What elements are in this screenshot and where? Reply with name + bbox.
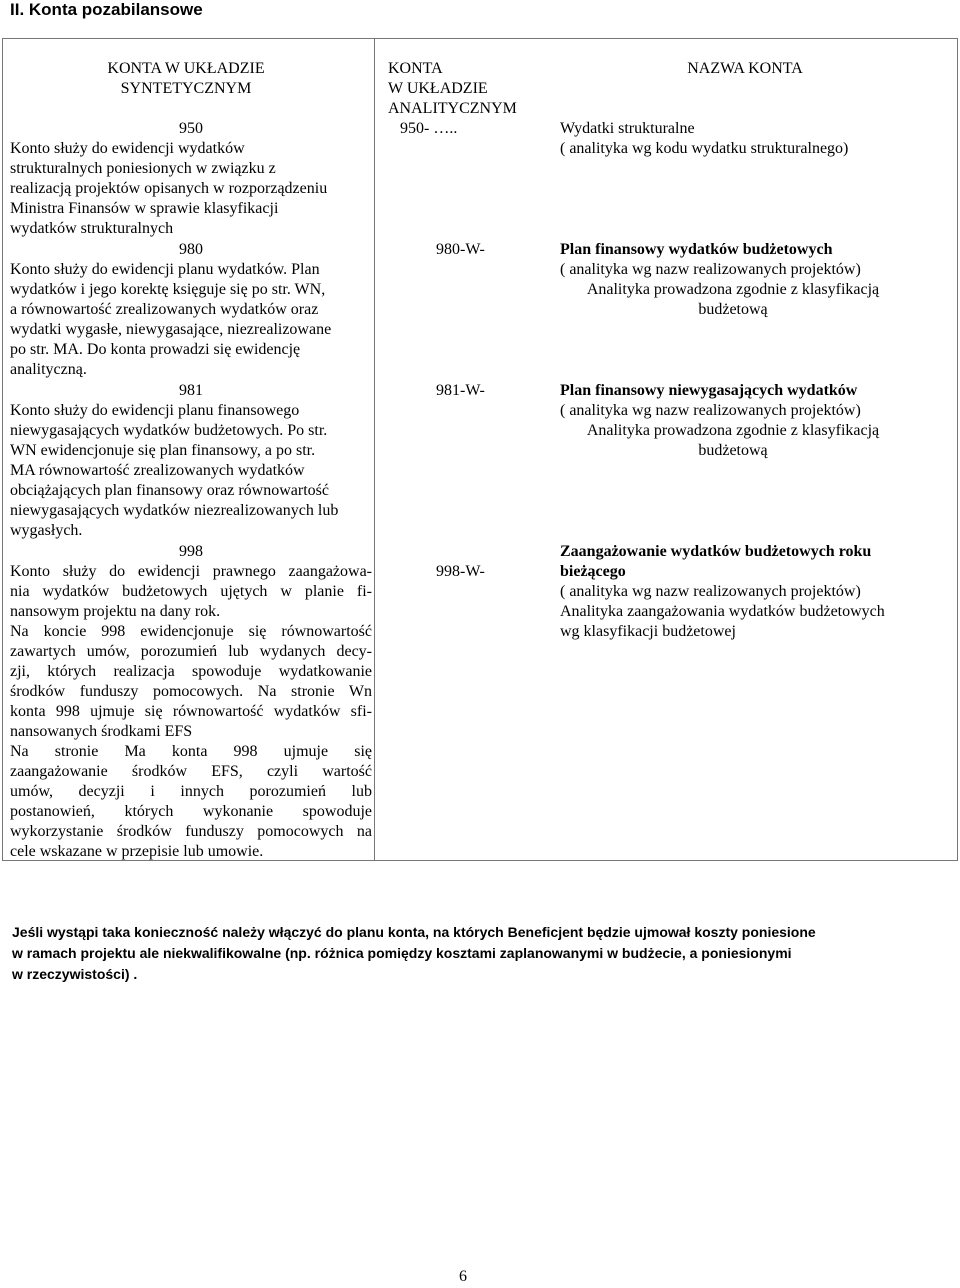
desc-line: realizacją projektów opisanych w rozporządzeniu bbox=[10, 180, 328, 197]
desc-line: konta 998 ujmuje się równowartość wydatków sfi- bbox=[10, 703, 372, 720]
desc-line: WN ewidencjonuje się plan finansowy, a po str. bbox=[10, 442, 316, 459]
footnote-line: Jeśli wystąpi taka konieczność należy włączyć do planu konta, na których Beneficjent będzie ujmował koszty poniesione bbox=[12, 924, 816, 940]
header-line: KONTA W UKŁADZIE bbox=[107, 60, 265, 77]
name-line: ( analityka wg nazw realizowanych projektów) bbox=[560, 402, 861, 419]
account-number: 998 bbox=[179, 543, 203, 560]
desc-line: Konto służy do ewidencji prawnego zaangażowa- bbox=[10, 563, 372, 580]
desc-line: wydatków i jego korektę księguje się po str. WN, bbox=[10, 281, 326, 298]
name-line: ( analityka wg nazw realizowanych projektów) bbox=[560, 583, 861, 600]
name-line: Plan finansowy niewygasających wydatków bbox=[560, 382, 858, 399]
desc-line: Na koncie 998 ewidencjonuje się równowartość bbox=[10, 623, 372, 640]
account-number: 981 bbox=[179, 382, 203, 399]
name-line: Plan finansowy wydatków budżetowych bbox=[560, 241, 833, 258]
name-line: bieżącego bbox=[560, 563, 626, 580]
footnote-line: w rzeczywistości) . bbox=[12, 966, 138, 982]
account-number: 950 bbox=[179, 120, 203, 137]
desc-line: a równowartość zrealizowanych wydatków oraz bbox=[10, 301, 319, 318]
row-980-analytic: 980-W- bbox=[436, 241, 485, 258]
desc-line: wydatki wygasłe, niewygasające, niezrealizowane bbox=[10, 321, 332, 338]
name-line: Analityka zaangażowania wydatków budżetowych bbox=[560, 603, 885, 620]
name-line: Analityka prowadzona zgodnie z klasyfikacją bbox=[586, 422, 880, 439]
row-981-analytic: 981-W- bbox=[436, 382, 485, 399]
header-line: W UKŁADZIE bbox=[388, 80, 488, 97]
desc-line: umów, decyzji i innych porozumień lub bbox=[10, 783, 372, 800]
desc-line: analityczną. bbox=[10, 361, 87, 378]
name-line: budżetową bbox=[698, 442, 768, 459]
row-950-analytic: 950- ….. bbox=[400, 120, 458, 137]
footnote bbox=[12, 922, 932, 985]
desc-line: Ministra Finansów w sprawie klasyfikacji bbox=[10, 200, 279, 217]
account-number: 980 bbox=[179, 241, 203, 258]
desc-line: nansowanych środkami EFS bbox=[10, 723, 193, 740]
desc-line: postanowień, których wykonanie spowoduje bbox=[10, 803, 372, 820]
row-980-synthetic bbox=[10, 240, 372, 380]
desc-line: Na stronie Ma konta 998 ujmuje się bbox=[10, 743, 372, 760]
desc-line: wydatków strukturalnych bbox=[10, 220, 174, 237]
desc-line: Konto służy do ewidencji planu finansowego bbox=[10, 402, 300, 419]
desc-line: nia wydatków budżetowych ujętych w planie fi- bbox=[10, 583, 372, 600]
name-line: Analityka prowadzona zgodnie z klasyfikacją bbox=[586, 281, 880, 298]
name-line: Wydatki strukturalne bbox=[560, 120, 695, 137]
desc-line: niewygasających wydatków niezrealizowanych lub bbox=[10, 502, 339, 519]
row-998-analytic: 998-W- bbox=[436, 563, 485, 580]
desc-line: po str. MA. Do konta prowadzi się ewidencję bbox=[10, 341, 301, 358]
header-analytic bbox=[388, 59, 548, 119]
header-line: KONTA bbox=[388, 60, 443, 77]
desc-line: Konto służy do ewidencji wydatków bbox=[10, 140, 245, 157]
row-950-synthetic bbox=[10, 119, 372, 239]
desc-line: obciążających plan finansowy oraz równowartość bbox=[10, 482, 329, 499]
header-line: NAZWA KONTA bbox=[687, 60, 803, 77]
header-line: ANALITYCZNYM bbox=[388, 100, 517, 117]
desc-line: niewygasających wydatków budżetowych. Po str. bbox=[10, 422, 328, 439]
header-account-name bbox=[560, 59, 930, 79]
header-synthetic bbox=[10, 59, 362, 99]
desc-line: wykorzystanie środków funduszy pomocowych na bbox=[10, 823, 372, 840]
name-line: ( analityka wg kodu wydatku strukturalnego) bbox=[560, 140, 849, 157]
desc-line: cele wskazane w przepisie lub umowie. bbox=[10, 843, 264, 860]
row-980-name bbox=[560, 240, 950, 320]
header-line: SYNTETYCZNYM bbox=[120, 80, 252, 97]
name-line: wg klasyfikacji budżetowej bbox=[560, 623, 736, 640]
footnote-line: w ramach projektu ale niekwalifikowalne (np. różnica pomiędzy kosztami zaplanowanymi w budżecie, a poniesionymi bbox=[12, 945, 792, 961]
row-998-name bbox=[560, 542, 950, 642]
row-950-name bbox=[560, 119, 950, 159]
section-title: II. Konta pozabilansowe bbox=[10, 0, 203, 19]
column-divider bbox=[374, 38, 375, 861]
name-line: Zaangażowanie wydatków budżetowych roku bbox=[560, 543, 872, 560]
page-number: 6 bbox=[459, 1268, 467, 1285]
desc-line: zawartych umów, porozumień lub wydanych decy- bbox=[10, 643, 372, 660]
row-981-name bbox=[560, 381, 950, 461]
desc-line: zji, których realizacja spowoduje wydatkowanie bbox=[10, 663, 372, 680]
desc-line: nansowym projektu na dany rok. bbox=[10, 603, 221, 620]
name-line: budżetową bbox=[698, 301, 768, 318]
desc-line: MA równowartość zrealizowanych wydatków bbox=[10, 462, 305, 479]
desc-line: strukturalnych poniesionych w związku z bbox=[10, 160, 276, 177]
name-line: ( analityka wg nazw realizowanych projektów) bbox=[560, 261, 861, 278]
row-981-synthetic bbox=[10, 381, 372, 541]
desc-line: środków funduszy pomocowych. Na stronie Wn bbox=[10, 683, 372, 700]
row-998-synthetic bbox=[10, 542, 372, 862]
desc-line: wygasłych. bbox=[10, 522, 83, 539]
desc-line: Konto służy do ewidencji planu wydatków. Plan bbox=[10, 261, 320, 278]
desc-line: zaangażowanie środków EFS, czyli wartość bbox=[10, 763, 372, 780]
